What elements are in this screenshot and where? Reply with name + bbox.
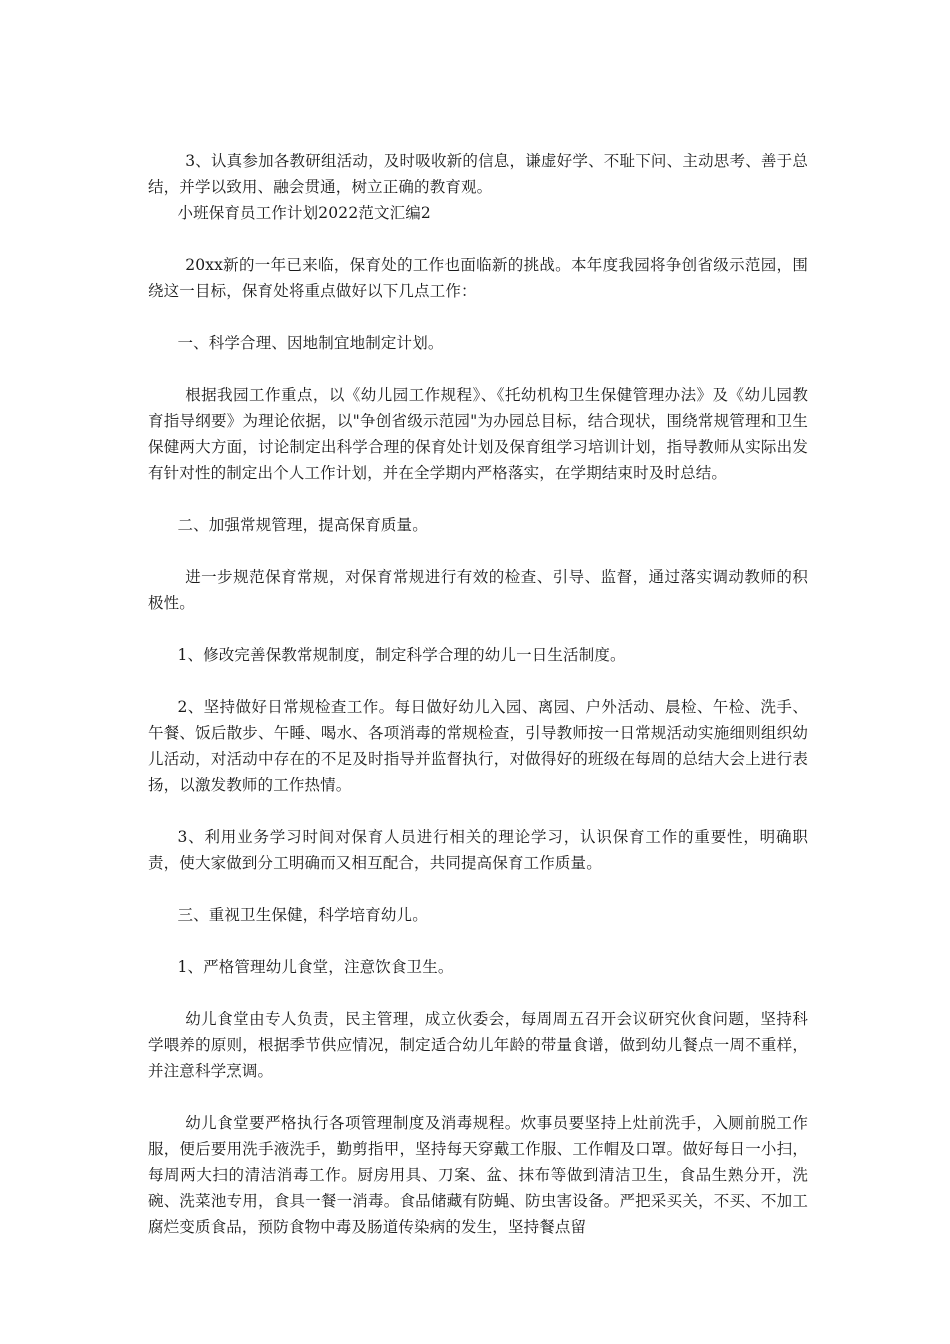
section-heading-plan-2: 小班保育员工作计划2022范文汇编2 <box>177 204 431 222</box>
paragraph-canteen-rules: 幼儿食堂要严格执行各项管理制度及消毒规程。炊事员要坚持上灶前洗手，入厕前脱工作服，便后要用洗手液洗手，勤剪指甲，坚持每天穿戴工作服、工作帽及口罩。做好每日一小扫，每周两大扫的清洁消毒工作。厨房用具、刀案、盆、抹布等做到清洁卫生，食品生熟分开，洗碗、洗菜池专用，食具一餐一消毒。食品储藏有防蝇、防虫害设备。严把采买关，不买、不加工腐烂变质食品，预防食物中毒及肠道传染病的发生，坚持餐点留 <box>148 1114 808 1236</box>
list-item-1-rules: 1、修改完善保教常规制度，制定科学合理的幼儿一日生活制度。 <box>177 646 626 664</box>
document-body <box>148 148 808 1240</box>
paragraph-intro: 20xx新的一年已来临，保育处的工作也面临新的挑战。本年度我园将争创省级示范园，围绕这一目标，保育处将重点做好以下几点工作： <box>148 256 808 300</box>
list-item-2-inspection: 2、坚持做好日常规检查工作。每日做好幼儿入园、离园、户外活动、晨检、午检、洗手、午餐、饭后散步、午睡、喝水、各项消毒的常规检查，引导教师按一日常规活动实施细则组织幼儿活动，对活动中存在的不足及时指导并监督执行，对做得好的班级在每周的总结大会上进行表扬，以激发教师的工作热情。 <box>148 698 808 794</box>
paragraph-routine: 进一步规范保育常规，对保育常规进行有效的检查、引导、监督，通过落实调动教师的积极性。 <box>148 568 808 612</box>
paragraph-item-3: 3、认真参加各教研组活动，及时吸收新的信息，谦虚好学、不耻下问、主动思考、善于总结，并学以致用、融会贯通，树立正确的教育观。 <box>148 152 808 196</box>
list-item-3-study: 3、利用业务学习时间对保育人员进行相关的理论学习，认识保育工作的重要性，明确职责，使大家做到分工明确而又相互配合，共同提高保育工作质量。 <box>148 828 808 872</box>
heading-section-2: 二、加强常规管理，提高保育质量。 <box>177 516 428 534</box>
paragraph-canteen-management: 幼儿食堂由专人负责，民主管理，成立伙委会，每周周五召开会议研究伙食问题，坚持科学喂养的原则，根据季节供应情况，制定适合幼儿年龄的带量食谱，做到幼儿餐点一周不重样，并注意科学烹调。 <box>148 1010 808 1080</box>
paragraph-plan-basis: 根据我园工作重点，以《幼儿园工作规程》、《托幼机构卫生保健管理办法》及《幼儿园教育指导纲要》为理论依据，以"争创省级示范园"为办园总目标，结合现状，围绕常规管理和卫生保健两大方面，讨论制定出科学合理的保育处计划及保育组学习培训计划，指导教师从实际出发有针对性的制定出个人工作计划，并在全学期内严格落实，在学期结束时及时总结。 <box>148 386 808 482</box>
heading-section-1: 一、科学合理、因地制宜地制定计划。 <box>177 334 444 352</box>
heading-section-3: 三、重视卫生保健，科学培育幼儿。 <box>177 906 428 924</box>
list-item-1-canteen: 1、严格管理幼儿食堂，注意饮食卫生。 <box>177 958 454 976</box>
